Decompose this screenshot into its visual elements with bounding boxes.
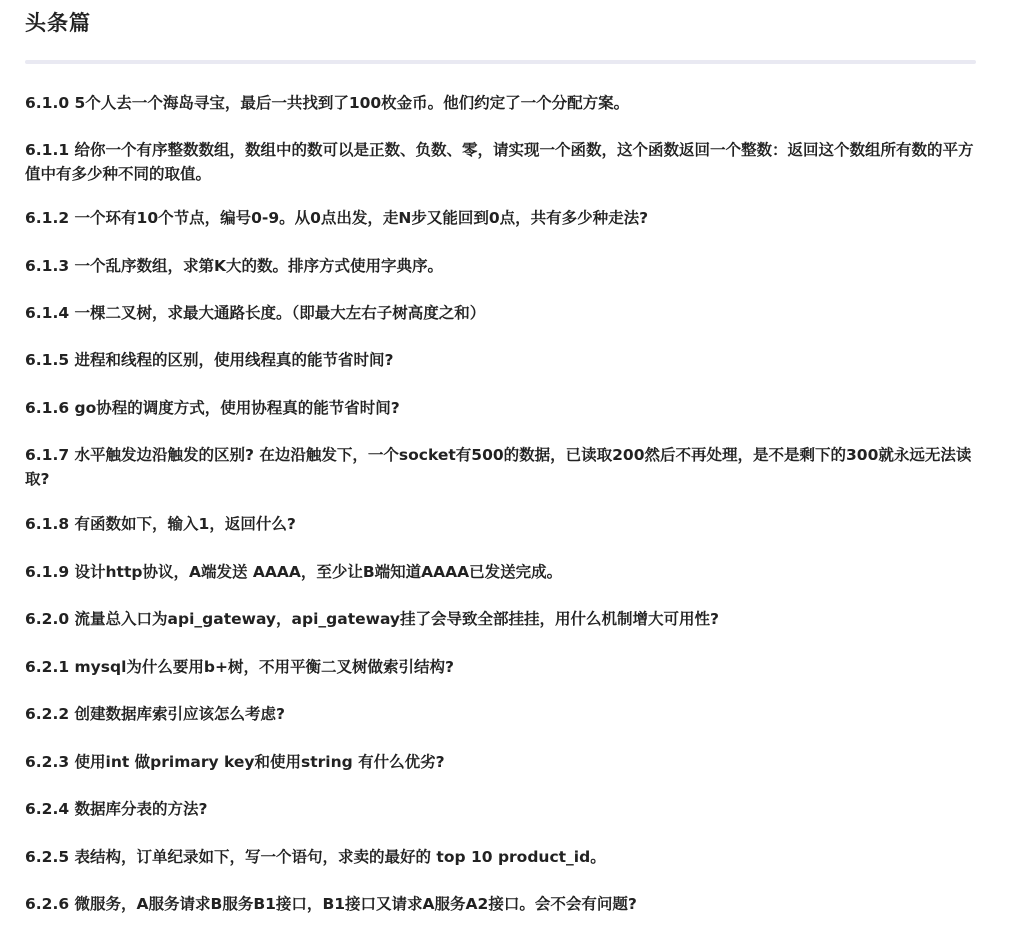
question-item: 6.1.7 水平触发边沿触发的区别? 在边沿触发下，一个socket有500的数据，已读取200然后不再处理，是不是剩下的300就永远无法读取? [25, 446, 972, 488]
question-item: 6.2.2 创建数据库索引应该怎么考虑? [25, 705, 286, 723]
question-item: 6.1.0 5个人去一个海岛寻宝，最后一共找到了100枚金币。他们约定了一个分配方案。 [25, 94, 630, 112]
question-item: 6.1.2 一个环有10个节点，编号0-9。从0点出发，走N步又能回到0点，共有多少种走法? [25, 209, 649, 227]
question-item: 6.2.0 流量总入口为api_gateway，api_gateway挂了会导致全部挂挂，用什么机制增大可用性? [25, 610, 720, 628]
question-item: 6.1.9 设计http协议，A端发送 AAAA，至少让B端知道AAAA已发送完成。 [25, 563, 563, 581]
question-item: 6.1.3 一个乱序数组，求第K大的数。排序方式使用字典序。 [25, 257, 444, 275]
question-item: 6.2.4 数据库分表的方法? [25, 800, 208, 818]
title-divider [25, 60, 976, 64]
question-item: 6.2.6 微服务，A服务请求B服务B1接口，B1接口又请求A服务A2接口。会不会有问题? [25, 895, 637, 913]
question-item: 6.1.6 go协程的调度方式，使用协程真的能节省时间? [25, 399, 400, 417]
question-item: 6.1.5 进程和线程的区别，使用线程真的能节省时间? [25, 351, 394, 369]
question-item: 6.1.1 给你一个有序整数数组，数组中的数可以是正数、负数、零，请实现一个函数，这个函数返回一个整数：返回这个数组所有数的平方值中有多少种不同的取值。 [25, 141, 974, 183]
page-title: 头条篇 [25, 11, 91, 35]
question-item: 6.2.5 表结构，订单纪录如下，写一个语句，求卖的最好的 top 10 product_id。 [25, 848, 606, 866]
question-item: 6.2.1 mysql为什么要用b+树，不用平衡二叉树做索引结构? [25, 658, 454, 676]
question-item: 6.1.8 有函数如下，输入1，返回什么? [25, 515, 296, 533]
question-item: 6.1.4 一棵二叉树，求最大通路长度。（即最大左右子树高度之和） [25, 304, 486, 322]
question-item: 6.2.3 使用int 做primary key和使用string 有什么优劣? [25, 753, 445, 771]
